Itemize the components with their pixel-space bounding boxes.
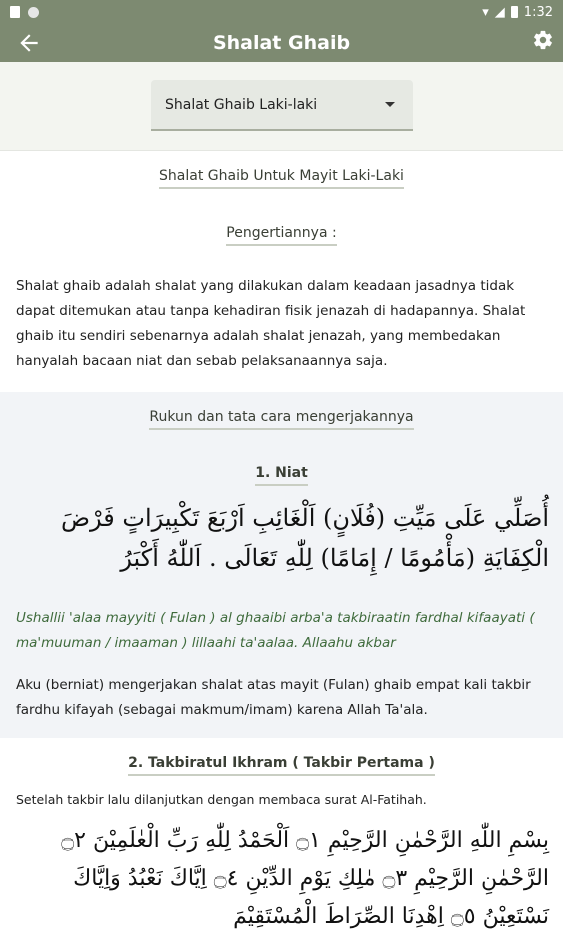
settings-button[interactable] [529,29,557,57]
dropdown-selected: Shalat Ghaib Laki-laki [165,96,318,113]
main-heading: Shalat Ghaib Untuk Mayit Laki-Laki [0,168,563,184]
niat-heading: 1. Niat [0,465,563,481]
gear-icon [532,29,554,51]
definition-heading: Pengertiannya : [0,225,563,241]
status-time: 1:32 [523,4,553,20]
wifi-icon: ▾ [482,4,489,20]
dropdown-arrow-icon [385,102,395,107]
sd-card-icon [10,6,20,18]
app-bar [0,24,563,62]
niat-transliteration: Ushallii 'alaa mayyiti ( Fulan ) al ghaaibi arba'a takbiraatin fardhal kifaayati ( ma'muuman / imaaman ) lillaahi ta'aalaa. Allaahu akbar [16,610,535,651]
status-bar [0,0,563,24]
rukun-heading: Rukun dan tata cara mengerjakannya [0,409,563,425]
battery-icon [511,6,518,18]
fatihah-arabic: بِسْمِ اللّٰهِ الرَّحْمٰنِ الرَّحِيْمِ ۝١ اَلْحَمْدُ لِلّٰهِ رَبِّ الْعٰلَمِيْنَ ۝٢ الرَّحْمٰنِ الرَّحِيْمِ ۝٣ مٰلِكِ يَوْمِ الدِّيْنِ ۝٤ اِيَّاكَ نَعْبُدُ وَاِيَّاكَ نَسْتَعِيْنُ ۝٥ اِهْدِنَا الصِّرَاطَ الْمُسْتَقِيْمَ [61,828,549,929]
niat-arabic: أُصَلِّي عَلَى مَيِّتِ (فُلَانٍ) اَلْغَائِبِ اَرْبَعَ تَكْبِيرَاتٍ فَرْضَ الْكِفَايَةِ (مَأْمُومًا / إِمَامًا) لِلّٰهِ تَعَالَى . اَللّٰهُ أَكْبَرُ [61,504,549,572]
takbir1-text: Setelah takbir lalu dilanjutkan dengan membaca surat Al-Fatihah. [16,792,427,807]
selector-area [0,62,563,151]
definition-text: Shalat ghaib adalah shalat yang dilakukan dalam keadaan jasadnya tidak dapat ditemukan atau tanpa kehadiran fisik jenazah di hadapannya. Shalat ghaib itu sendiri sebenarnya adalah shalat jenazah, yang membedakan hanyalah bacaan niat dan sebab pelaksanaannya saja. [16,278,526,369]
signal-icon: ◢ [494,4,505,20]
page-title: Shalat Ghaib [212,32,351,54]
niat-translation: Aku (berniat) mengerjakan shalat atas mayit (Fulan) ghaib empat kali takbir fardhu kifayah (sebagai makmum/imam) karena Allah Ta'ala. [16,677,531,718]
notification-dot-icon [28,7,39,18]
type-dropdown[interactable] [151,80,413,131]
takbir1-heading: 2. Takbiratul Ikhram ( Takbir Pertama ) [0,755,563,771]
